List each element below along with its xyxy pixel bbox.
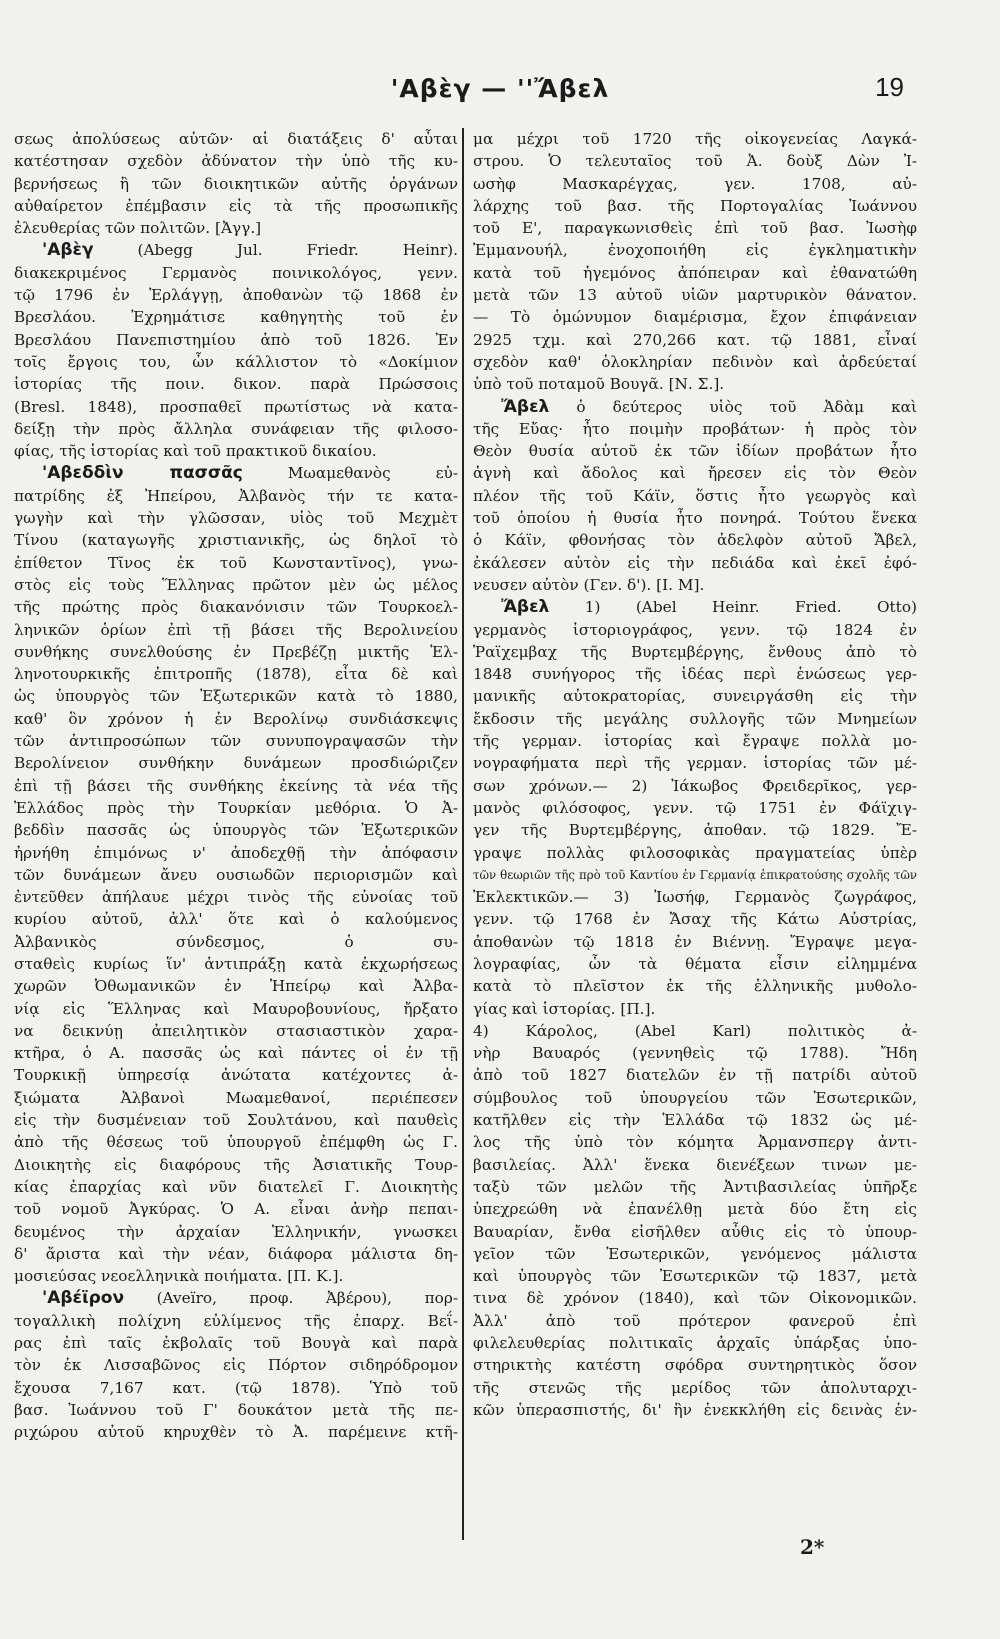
line-text: γεν τῆς Βυρτεμβέργης, ἀποθαν. τῷ 1829. Ἔ- (473, 821, 917, 840)
line-text: πατρίδης ἐξ Ἠπείρου, Ἀλβανὸς τήν τε κατα- (14, 486, 458, 505)
line-text: βερνήσεως ἢ τῶν διοικητικῶν αὐτῆς ὀργάνων (14, 174, 458, 193)
page-header (0, 74, 1000, 104)
text-line (14, 685, 458, 707)
text-line (473, 529, 917, 551)
line-text: ἀπὸ τῆς θέσεως τοῦ ὑπουργοῦ ἐπέμφθη ὡς Γ. (14, 1133, 458, 1152)
entry-headword: Ἄβελ (501, 396, 550, 417)
text-line (473, 329, 917, 351)
text-line (14, 529, 458, 551)
line-text: γίας καὶ ἱστορίας. [Π.]. (473, 999, 656, 1018)
text-line (14, 150, 458, 172)
line-text: εἰς τὴν δυσμένειαν τοῦ Σουλτάνου, καὶ παυθεὶς (14, 1111, 458, 1130)
text-line (473, 931, 917, 953)
entry-headword: 'Αβὲγ (42, 240, 94, 261)
text-line (14, 641, 458, 663)
text-line (473, 1109, 917, 1131)
line-text: τῆς πρώτης πρὸς διακανόνισιν τῶν Τουρκοελ- (14, 598, 458, 617)
text-line (473, 507, 917, 529)
text-line (14, 1087, 458, 1109)
text-line (14, 418, 458, 440)
line-text: ἔκδοσιν τῆς μεγάλης συλλογῆς τῶν Μνημείων (473, 709, 917, 728)
text-line (14, 284, 458, 306)
text-line (473, 1310, 917, 1332)
line-text: κίας ἐπαρχίας καὶ νῦν διατελεῖ Γ. Διοικητὴς (14, 1177, 458, 1196)
text-line (14, 507, 458, 529)
line-text: τοῦ νομοῦ Ἀγκύρας. Ὁ Α. εἶναι ἀνὴρ πεπαι- (14, 1200, 458, 1219)
line-text: νὴρ Βαυαρός (γεννηθεὶς τῷ 1788). Ἤδη (473, 1044, 917, 1063)
line-text: Βρεσλάου. Ἐχρημάτισε καθηγητὴς τοῦ ἐν (14, 308, 458, 327)
text-line (473, 418, 917, 440)
line-text: δείξῃ τὴν πρὸς ἄλληλα συνάφειαν τῆς φιλοσο- (14, 419, 458, 438)
line-text: ὑπεχρεώθη νὰ ἐπανέλθῃ μετὰ δύο ἔτη εἰς (473, 1200, 917, 1219)
left-column (14, 128, 458, 1548)
line-text: ἀποθανὼν τῷ 1818 ἐν Βιέννῃ. Ἔγραψε μεγα- (473, 932, 917, 951)
text-line (14, 886, 458, 908)
text-line (473, 1042, 917, 1064)
line-text: τῶν δυνάμεων ἄνευ ουσιωδῶν περιορισμῶν καὶ (14, 865, 458, 884)
line-text: Ῥαϊχεμβαχ τῆς Βυρτεμβέργης, ἔνθους ἀπὸ τὸ (473, 642, 917, 661)
line-text: ὡς ὑπουργὸς τῶν Ἐξωτερικῶν κατὰ τὸ 1880, (14, 687, 458, 706)
line-text: ωσὴφ Μασκαρέγχας, γεν. 1708, αὐ- (473, 174, 917, 193)
line-text: Ἀλβανικὸς σύνδεσμος, ὁ συ- (14, 932, 458, 951)
text-line (473, 685, 917, 707)
line-text: τῆς στενῶς τῆς μερίδος τῶν ἀπολυταρχι- (473, 1378, 917, 1397)
line-text: Βρεσλάου Πανεπιστημίου ἀπὸ τοῦ 1826. Ἐν (14, 330, 458, 349)
text-line (14, 1243, 458, 1265)
text-line (14, 819, 458, 841)
line-text: τῆς Εὔας· ἦτο ποιμὴν προβάτων· ἡ πρὸς τὸν (473, 419, 917, 438)
text-line (14, 1131, 458, 1153)
line-text: τοῖς ἔργοις του, ὧν κάλλιστον τὸ «Δοκίμιον (14, 352, 458, 371)
line-text: κατῆλθεν εἰς τὴν Ἑλλάδα τῷ 1832 ὡς μέ- (473, 1111, 917, 1130)
text-line (14, 485, 458, 507)
line-text: (Bresl. 1848), προσπαθεῖ πρωτίστως νὰ κατα- (14, 397, 458, 416)
text-line (14, 842, 458, 864)
line-text: ληνικῶν ὁρίων ἐπὶ τῇ βάσει τῆς Βερολινείου (14, 620, 458, 639)
text-line (14, 1154, 458, 1176)
text-line (14, 1198, 458, 1220)
line-text: τοῦ Ε', παραγκωνισθεὶς ἐπὶ τοῦ βασ. Ἰωσὴφ (473, 219, 917, 238)
text-line (14, 195, 458, 217)
text-line (473, 752, 917, 774)
line-text: σεως ἀπολύσεως αὐτῶν· αἱ διατάξεις δ' αὗται (14, 130, 458, 148)
text-line (14, 1332, 458, 1354)
text-line (473, 173, 917, 195)
text-line (473, 998, 917, 1020)
line-text: κατὰ τοῦ ἡγεμόνος ἀπόπειραν καὶ ἐθανατώθη (473, 263, 917, 282)
line-text: Θεὸν θυσία αὐτοῦ ἐκ τῶν ἰδίων προβάτων ἦτο (473, 442, 917, 461)
text-line (14, 574, 458, 596)
line-text: ἱστορίας τῆς ποιν. δικον. παρὰ Πρώσσοις (14, 375, 458, 394)
line-text: τοῦ ὁποίου ἡ θυσία ἦτο πονηρά. Τούτου ἕνεκα (473, 509, 917, 528)
text-line (14, 1042, 458, 1064)
line-text: Ἐμμανουήλ, ἐνοχοποιήθη εἰς ἐγκληματικὴν (473, 241, 917, 260)
text-line (473, 1243, 917, 1265)
line-text: κυρίου αὐτοῦ, ἀλλ' ὅτε καὶ ὁ καλούμενος (14, 910, 458, 929)
text-line (473, 1154, 917, 1176)
line-text: ριχώρου αὐτοῦ κηρυχθὲν τὸ Ἀ. παρέμεινε κτῆ- (14, 1423, 458, 1442)
text-line (14, 462, 458, 484)
line-text: τῶν ἀντιπροσώπων τῶν συνυπογραψασῶν τὴν (14, 732, 458, 751)
line-text: γεῖον τῶν Ἐσωτερικῶν, γενόμενος μάλιστα (473, 1244, 917, 1263)
signature-mark: 2* (800, 1535, 825, 1559)
entry-headword: 'Αβέϊρον (42, 1288, 125, 1309)
line-text: στηρικτὴς κατέστη σφόδρα συντηρητικὸς ὅσον (473, 1356, 917, 1375)
text-line (473, 552, 917, 574)
text-line (473, 619, 917, 641)
text-line (473, 284, 917, 306)
line-text: 2925 τχμ. καὶ 270,266 κατ. τῷ 1881, εἶναί (473, 330, 917, 349)
text-line (14, 329, 458, 351)
line-text: ἁγνὴ καὶ ἄδολος καὶ ἤρεσεν εἰς τὸν Θεὸν (473, 464, 917, 483)
line-text: βασ. Ἰωάννου τοῦ Γ' δουκάτον μετὰ τῆς πε- (14, 1400, 458, 1419)
line-text: Τουρκικῇ ὑπηρεσίᾳ ἀνώτατα κατέχοντες ἀ- (14, 1066, 458, 1085)
text-line (473, 128, 917, 150)
text-line (473, 819, 917, 841)
line-text: κατέστησαν σχεδὸν ἀδύνατον τὴν ὑπὸ τῆς κυ- (14, 152, 458, 171)
entry-headword: Ἄβελ (501, 597, 550, 618)
text-line (14, 440, 458, 462)
text-line (14, 953, 458, 975)
text-line (473, 306, 917, 328)
text-line (14, 775, 458, 797)
text-line (473, 373, 917, 395)
line-text: καὶ ὑπουργὸς τῶν Ἐσωτερικῶν τῷ 1837, μετὰ (473, 1267, 917, 1286)
text-line (14, 1377, 458, 1399)
text-line (14, 931, 458, 953)
line-text: ξιώματα Ἀλβανοὶ Μωαμεθανοί, περιέπεσεν (14, 1088, 458, 1107)
line-text: ληνοτουρκικῆς ἐπιτροπῆς (1878), εἶτα δὲ καὶ (14, 665, 458, 684)
line-text: δ' ἄριστα καὶ τὴν νέαν, διάφορα μάλιστα δη- (14, 1244, 458, 1263)
line-text: — Τὸ ὁμώνυμον διαμέρισμα, ἔχον ἐπιφάνειαν (473, 308, 917, 327)
line-text: δευμένος τὴν ἀρχαίαν Ἑλληνικήν, γνωσκει (14, 1222, 458, 1241)
line-text: τῷ 1796 ἐν Ἐρλάγγῃ, ἀποθανὼν τῷ 1868 ἐν (14, 286, 458, 305)
line-text: 1848 συνήγορος τῆς ἰδέας περὶ ἑνώσεως γερ- (473, 665, 917, 684)
text-line (14, 306, 458, 328)
line-text: ἐπίθετον Τῖνος ἐκ τοῦ Κωνσταντῖνος), γνω- (14, 553, 458, 572)
line-text: ἐπὶ τῇ βάσει τῆς συνθήκης ἐκείνης τὰ νέα τῆς (14, 776, 458, 795)
text-line (14, 797, 458, 819)
text-line (473, 1399, 917, 1421)
line-text: συνθήκης συνελθούσης ἐν Πρεβέζῃ μικτῆς Ἑλ- (14, 642, 458, 661)
line-text: ἐλευθερίας τῶν πολιτῶν. [Ἀγγ.] (14, 219, 262, 238)
text-line (473, 1332, 917, 1354)
line-text: τὸν ἐκ Λισσαβῶνος εἰς Πόρτον σιδηρόδρομον (14, 1356, 458, 1375)
line-text: Ἐκλεκτικῶν.— 3) Ἰωσήφ, Γερμανὸς ζωγράφος, (473, 888, 917, 907)
text-line (473, 440, 917, 462)
line-text: μανὸς φιλόσοφος, γενν. τῷ 1751 ἐν Φάϊχιγ- (473, 798, 917, 817)
line-text: γραψε πολλὰς φιλοσοφικὰς πραγματείας ὑπὲρ (473, 843, 917, 862)
text-line (14, 1109, 458, 1131)
text-line (473, 641, 917, 663)
line-text: νίᾳ εἰς Ἕλληνας καὶ Μαυροβουνίους, ἤρξατο (14, 999, 458, 1018)
line-text: μανικῆς αὐτοκρατορίας, συνειργάσθη εἰς τὴν (473, 687, 917, 706)
text-line (14, 908, 458, 930)
line-text: χωρῶν Ὀθωμανικῶν ἐν Ἠπείρῳ καὶ Ἀλβα- (14, 977, 458, 996)
text-line (473, 1176, 917, 1198)
text-line (14, 239, 458, 261)
text-line (14, 1020, 458, 1042)
entry-headword: 'Αβεδδὶν πασσᾶς (42, 463, 243, 484)
text-line (473, 953, 917, 975)
line-text: στὸς εἰς τοὺς Ἕλληνας πρῶτον μὲν ὡς μέλος (14, 575, 458, 594)
text-line (14, 752, 458, 774)
text-line (473, 150, 917, 172)
line-text: ταξὺ τῶν μελῶν τῆς Ἀντιβασιλείας ὑπῆρξε (473, 1177, 917, 1196)
line-text: μα μέχρι τοῦ 1720 τῆς οἰκογενείας Λαγκά- (473, 130, 917, 148)
text-line (473, 217, 917, 239)
text-line (473, 1064, 917, 1086)
line-text: λάρχης τοῦ βασ. τῆς Πορτογαλίας Ἰωάννου (473, 196, 917, 215)
text-line (14, 262, 458, 284)
text-line (14, 663, 458, 685)
line-text: σχεδὸν καθ' ὁλοκληρίαν πεδινὸν καὶ ἀρδεύεταί (473, 352, 917, 371)
text-line (473, 1377, 917, 1399)
line-text: μετὰ τῶν 13 αὐτοῦ υἱῶν μαρτυρικὸν θάνατον. (473, 286, 917, 305)
text-line (14, 1265, 458, 1287)
text-line (14, 128, 458, 150)
line-text: τῆς γερμαν. ἱστορίας καὶ ἔγραψε πολλὰ μο- (473, 732, 917, 751)
text-line (473, 1131, 917, 1153)
text-line (473, 195, 917, 217)
line-text: νογραφήματα περὶ τῆς γερμαν. ἱστορίας τῶν μέ- (473, 754, 917, 773)
line-text: τινα δὲ χρόνον (1840), καὶ τῶν Οἰκονομικῶν. (473, 1289, 917, 1308)
line-text: πλέον τῆς τοῦ Κάϊν, ὅστις ἦτο γεωργὸς καὶ (473, 486, 917, 505)
text-line (473, 574, 917, 596)
text-line (473, 908, 917, 930)
text-line (473, 708, 917, 730)
line-text: σύμβουλος τοῦ ὑπουργείου τῶν Ἐσωτερικῶν, (473, 1088, 917, 1107)
line-text: ὁ Κάϊν, φθονήσας τὸν ἀδελφὸν αὐτοῦ Ἄβελ, (473, 531, 917, 550)
line-text: καθ' ὃν χρόνον ἡ ἐν Βερολίνῳ συνδιάσκεψις (14, 709, 458, 728)
line-text: 1) (Abel Heinr. Fried. Otto) (549, 598, 917, 617)
line-text: βασιλείας. Ἀλλ' ἕνεκα διενέξεων τινων με- (473, 1155, 917, 1174)
running-head: 'Αβὲγ — ''Ἄβελ (390, 74, 610, 103)
line-text: μοσιεύσας νεοελληνικὰ ποιήματα. [Π. Κ.]. (14, 1267, 344, 1286)
text-line (473, 485, 917, 507)
text-line (14, 864, 458, 886)
text-line (14, 1310, 458, 1332)
text-line (473, 1020, 917, 1042)
page-number: 19 (875, 72, 904, 102)
line-text: κατὰ τὸ πλεῖστον ἐκ τῆς ἑλληνικῆς μυθολο- (473, 977, 917, 996)
line-text: γωγὴν καὶ τὴν γλῶσσαν, υἱὸς τοῦ Μεχμὲτ (14, 509, 458, 528)
line-text: ἐκάλεσεν αὐτὸν εἰς τὴν πεδιάδα καὶ ἐκεῖ ἐφό- (473, 553, 917, 572)
right-column (473, 128, 917, 1548)
text-line (14, 1064, 458, 1086)
text-line (473, 775, 917, 797)
text-line (473, 239, 917, 261)
line-text: ρας ἐπὶ ταῖς ἐκβολαῖς τοῦ Βουγὰ καὶ παρὰ (14, 1334, 458, 1353)
text-line (473, 663, 917, 685)
text-line (14, 1176, 458, 1198)
line-text: ἔχουσα 7,167 κατ. (τῷ 1878). Ὑπὸ τοῦ (14, 1378, 458, 1397)
text-line (14, 596, 458, 618)
text-line (473, 1287, 917, 1309)
line-text: ἐντεῦθεν ἀπήλαυε μέχρι τινὸς τῆς εὐνοίας τοῦ (14, 888, 458, 907)
line-text: γενν. τῷ 1768 ἐν Ἄσαχ τῆς Κάτω Αὐστρίας, (473, 910, 917, 929)
line-text: 4) Κάρολος, (Abel Karl) πολιτικὸς ἀ- (473, 1021, 917, 1040)
text-line (473, 1354, 917, 1376)
text-line (14, 1354, 458, 1376)
line-text: Ἀλλ' ἀπὸ τοῦ πρότερον φανεροῦ ἐπὶ (473, 1311, 917, 1330)
text-line (14, 730, 458, 752)
line-text: ἀπὸ τοῦ 1827 διατελῶν ἐν τῇ πατρίδι αὐτοῦ (473, 1066, 917, 1085)
text-line (14, 373, 458, 395)
line-text: διακεκριμένος Γερμανὸς ποινικολόγος, γενν. (14, 263, 458, 282)
line-text: ὁ δεύτερος υἱὸς τοῦ Ἀδὰμ καὶ (549, 397, 917, 416)
text-line (473, 1221, 917, 1243)
text-line (14, 396, 458, 418)
text-line (473, 730, 917, 752)
line-text: σταθεὶς κυρίως ἵν' ἀντιπράξῃ κατὰ ἐκχωρήσεως (14, 954, 458, 973)
text-line (14, 1287, 458, 1309)
text-line (14, 173, 458, 195)
text-line (473, 975, 917, 997)
line-text: φιλελευθερίας πολιτικαῖς ἀρχαῖς ὑπάρξας ὑπο- (473, 1334, 917, 1353)
line-text: να δεικνύῃ ἀπειλητικὸν στασιαστικὸν χαρα- (14, 1021, 458, 1040)
text-line (473, 886, 917, 908)
line-text: βεδδὶν πασσᾶς ὡς ὑπουργὸς τῶν Ἐξωτερικῶν (14, 821, 458, 840)
line-text: Ἑλλάδος πρὸς τὴν Τουρκίαν μεθόρια. Ὁ Ἀ- (14, 798, 458, 817)
line-text: φίας, τῆς ἱστορίας καὶ τοῦ πρακτικοῦ δικαίου. (14, 442, 377, 461)
line-text: Μωαμεθανὸς εὐ- (242, 464, 458, 483)
text-line (473, 596, 917, 618)
text-line (14, 351, 458, 373)
text-line (14, 998, 458, 1020)
text-line (473, 864, 917, 886)
line-text: αὐθαίρετον ἐπέμβασιν εἰς τὰ τῆς προσωπικῆς (14, 196, 458, 215)
text-line (14, 1421, 458, 1443)
line-text: ὑπὸ τοῦ ποταμοῦ Βουγᾶ. [Ν. Σ.]. (473, 375, 725, 394)
line-text: στρου. Ὁ τελευταῖος τοῦ Ἀ. δοὺξ Δὼν Ἰ- (473, 152, 917, 171)
line-text: λος τῆς ὑπὸ τὸν κόμητα Ἀρμανσπεργ ἀντι- (473, 1133, 917, 1152)
line-text: γερμανὸς ἱστοριογράφος, γενν. τῷ 1824 ἐν (473, 620, 917, 639)
text-line (473, 842, 917, 864)
column-divider (462, 128, 464, 1540)
text-line (473, 1087, 917, 1109)
line-text: ἠρνήθη ἐπιμόνως ν' ἀποδεχθῇ τὴν ἀπόφασιν (14, 843, 458, 862)
text-line (473, 1198, 917, 1220)
line-text: (Abegg Jul. Friedr. Heinr). (93, 241, 458, 260)
line-text: Βερολίνειον συνθήκην δυνάμεων προσδιώριζεν (14, 754, 458, 773)
text-line (14, 1221, 458, 1243)
line-text: νευσεν αὐτὸν (Γεν. δ'). [Ι. Μ]. (473, 575, 705, 594)
text-line (473, 262, 917, 284)
text-line (14, 217, 458, 239)
line-text: κτῆρα, ὁ Α. πασσᾶς ὡς καὶ πάντες οἱ ἐν τῇ (14, 1044, 458, 1063)
text-line (473, 797, 917, 819)
text-line (14, 619, 458, 641)
text-line (14, 1399, 458, 1421)
line-text: Διοικητὴς εἰς διαφόρους τῆς Ἀσιατικῆς Τουρ- (14, 1155, 458, 1174)
line-text: λογραφίας, ὧν τὰ θέματα εἶσιν εἰλημμένα (473, 954, 917, 973)
text-line (14, 975, 458, 997)
line-text: τῶν θεωριῶν τῆς πρὸ τοῦ Καντίου ἐν Γερμανίᾳ ἐπικρατούσης σχολῆς τῶν (473, 867, 917, 882)
line-text: (Aveïro, προφ. Ἀβέρου), πορ- (124, 1289, 458, 1308)
line-text: σων χρόνων.— 2) Ἰάκωβος Φρειδερῖκος, γερ- (473, 776, 917, 795)
text-line (14, 708, 458, 730)
line-text: Βαυαρίαν, ἔνθα εἰσῆλθεν αὖθις εἰς τὸ ὑπουρ- (473, 1222, 917, 1241)
text-line (473, 462, 917, 484)
line-text: Τίνου (καταγωγῆς χριστιανικῆς, ὡς δηλοῖ τὸ (14, 531, 458, 550)
text-line (473, 351, 917, 373)
text-line (14, 552, 458, 574)
text-line (473, 396, 917, 418)
line-text: τογαλλικὴ πολίχνη εὐλίμενος τῆς ἐπαρχ. Βεΐ- (14, 1311, 458, 1330)
line-text: κῶν ὑπερασπιστής, δι' ἣν ἐνεκκλήθη εἰς δεινὰς ἐν- (473, 1400, 917, 1419)
text-line (473, 1265, 917, 1287)
